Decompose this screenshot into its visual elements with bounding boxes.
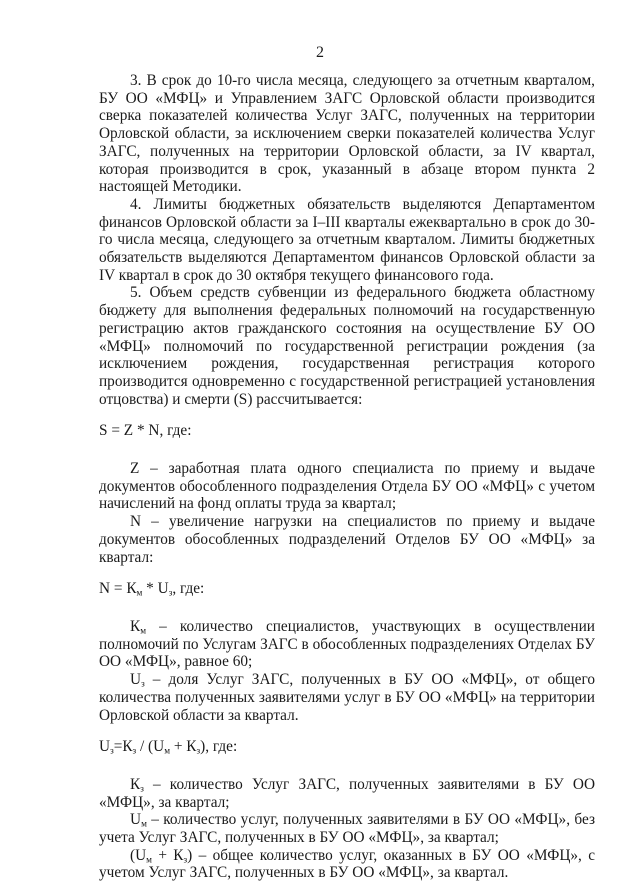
symbol-k: К bbox=[130, 775, 141, 793]
subscript-m: м bbox=[141, 818, 147, 829]
subscript-z: з bbox=[183, 854, 188, 864]
subscript-m: м bbox=[136, 587, 143, 598]
definition-um bbox=[99, 811, 595, 846]
subscript-z: з bbox=[168, 587, 173, 598]
formula-u-part: U bbox=[99, 738, 111, 756]
formula-s: S = Z * N, где: bbox=[99, 422, 192, 440]
definition-z: Z – заработная плата одного специалиста по приему и выдаче документов обособленного подразделения Отдела БУ ОО «МФЦ» с учетом начислений на фонд оплаты труда за квартал; bbox=[99, 460, 595, 513]
subscript-z: з bbox=[110, 745, 114, 756]
paragraph-5: 5. Объем средств субвенции из федерального бюджета областному бюджету для выполнения федеральных полномочий на государственную регистрацию актов гражданского состояния на осуществление БУ ОО «МФЦ» полномочий по государственной регистрации рождения (за исключением рождения, государственная регистрация которого производится одновременно с государственной регистрацией установления отцовства) и смерти (S) рассчитывается: bbox=[99, 284, 595, 408]
document-body bbox=[99, 72, 595, 882]
formula-n-part: * U bbox=[142, 580, 169, 598]
paragraph-4: 4. Лимиты бюджетных обязательств выделяются Департаментом финансов Орловской области за I–III кварталы ежеквартально в срок до 30-го числа месяца, следующего за отчетным кварталом. Лимиты бюджетных обязательств выделяются Департаментом финансов Орловской области за IV квартал в срок до 30 октября текущего финансового года. bbox=[99, 195, 595, 284]
subscript-z: з bbox=[140, 783, 144, 794]
subscript-z: з bbox=[196, 745, 201, 756]
definition-km bbox=[99, 618, 595, 671]
subscript-z: з bbox=[132, 745, 137, 756]
formula-n-part: , где: bbox=[172, 580, 205, 598]
symbol-u: U bbox=[130, 671, 142, 689]
page-number: 2 bbox=[316, 44, 324, 61]
formula-u-part: ), где: bbox=[200, 738, 238, 756]
formula-u-part: / (U bbox=[136, 738, 165, 756]
subscript-m: м bbox=[140, 625, 147, 636]
subscript-m: м bbox=[146, 854, 152, 864]
paragraph-3: 3. В срок до 10-го числа месяца, следующего за отчетным кварталом, БУ ОО «МФЦ» и Управлением ЗАГС Орловской области производится сверка показателей количества Услуг ЗАГС, полученных на территории Орловской области, за исключением сверки показателей количества Услуг ЗАГС, полученных на территории Орловской области, за IV квартал, которая производится в срок, указанный в абзаце втором пункта 2 настоящей Методики. bbox=[99, 72, 595, 196]
symbol-sum-plus: + К bbox=[151, 846, 184, 864]
definition-text: – количество услуг, полученных заявителями в БУ ОО «МФЦ», без учета Услуг ЗАГС, полученных в БУ ОО «МФЦ», за квартал; bbox=[99, 811, 595, 847]
formula-n bbox=[99, 580, 595, 598]
symbol-k: К bbox=[130, 617, 141, 635]
definition-text: – доля Услуг ЗАГС, полученных в БУ ОО «МФЦ», от общего количества полученных заявителями услуг в БУ ОО «МФЦ» на территории Орловской области за квартал. bbox=[99, 671, 595, 724]
definition-text: – количество Услуг ЗАГС, полученных заявителями в БУ ОО «МФЦ», за квартал; bbox=[99, 775, 595, 811]
formula-u-part: =К bbox=[113, 738, 133, 756]
definition-uz bbox=[99, 671, 595, 724]
formula-u bbox=[99, 738, 595, 756]
symbol-u: U bbox=[130, 811, 142, 829]
formula-n-part: N = К bbox=[99, 580, 137, 598]
formula-u-part: + К bbox=[170, 738, 197, 756]
definition-sum bbox=[99, 847, 595, 882]
definition-text: – общее количество услуг, оказанных в БУ ОО «МФЦ», с учетом Услуг ЗАГС, полученных в БУ ОО «МФЦ», за квартал. bbox=[99, 846, 595, 882]
definition-kz bbox=[99, 776, 595, 811]
definition-text: – количество специалистов, участвующих в осуществлении полномочий по Услугам ЗАГС в обособленных подразделениях Отделах БУ ОО «МФЦ», равное 60; bbox=[99, 617, 595, 671]
symbol-sum-open: (U bbox=[130, 846, 147, 864]
subscript-z: з bbox=[141, 678, 145, 689]
symbol-sum-close: ) bbox=[187, 846, 193, 864]
subscript-m: м bbox=[164, 745, 171, 756]
definition-n: N – увеличение нагрузки на специалистов по приему и выдаче документов обособленных подразделений Отделов БУ ОО «МФЦ» за квартал: bbox=[99, 513, 595, 566]
